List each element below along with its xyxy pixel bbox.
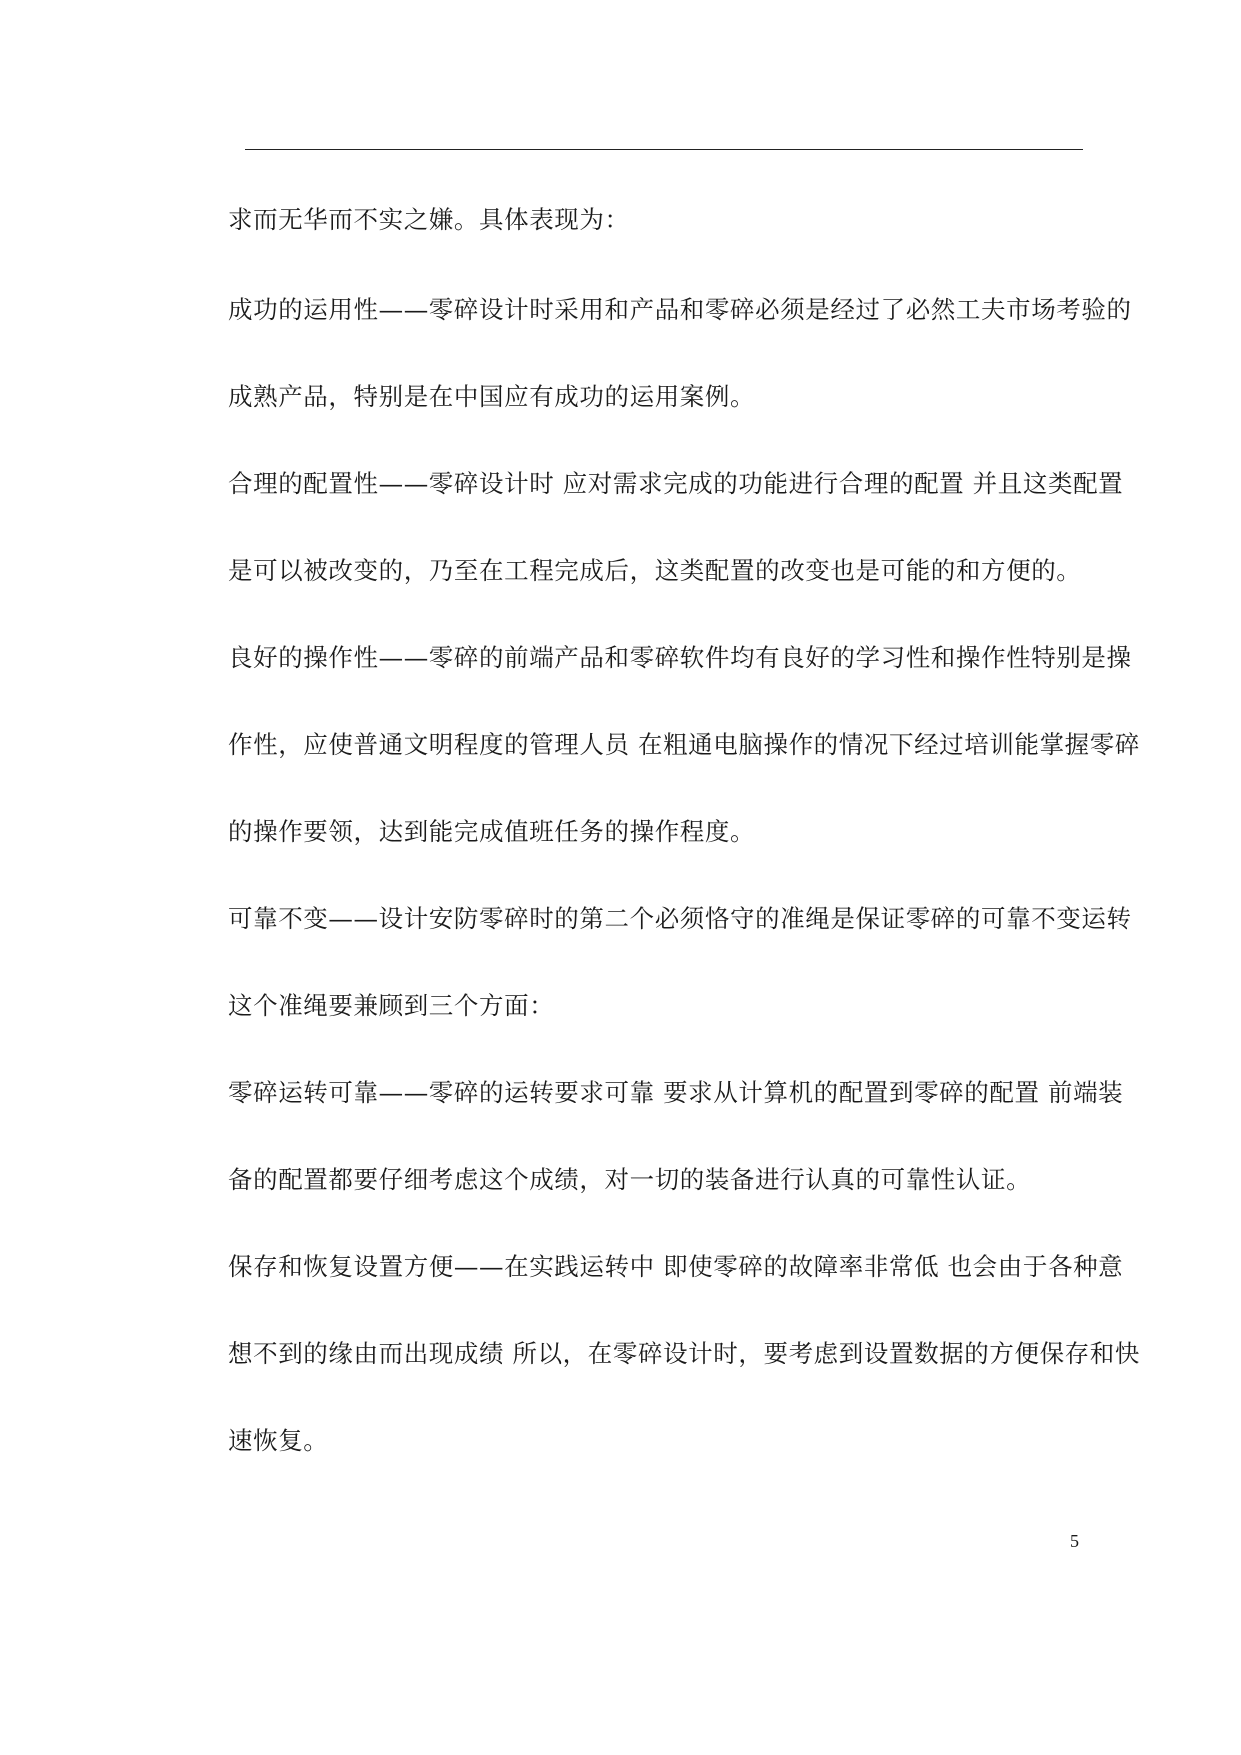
text-line: 速恢复。 [228, 1426, 329, 1455]
page-number: 5 [1070, 1531, 1079, 1551]
text-line: 良好的操作性——零碎的前端产品和零碎软件均有良好的学习性和操作性特别是操 [228, 643, 1132, 672]
text-line: 想不到的缘由而出现成绩 所以，在零碎设计时，要考虑到设置数据的方便保存和快 [228, 1339, 1140, 1368]
text-line: 可靠不变——设计安防零碎时的第二个必须恪守的准绳是保证零碎的可靠不变运转 [228, 904, 1132, 933]
text-line: 备的配置都要仔细考虑这个成绩，对一切的装备进行认真的可靠性认证。 [228, 1165, 1032, 1194]
text-line: 求而无华而不实之嫌。具体表现为： [228, 205, 630, 234]
text-line: 保存和恢复设置方便——在实践运转中 即使零碎的故障率非常低 也会由于各种意 [228, 1252, 1124, 1281]
text-line: 的操作要领，达到能完成值班任务的操作程度。 [228, 817, 756, 846]
text-line: 成熟产品，特别是在中国应有成功的运用案例。 [228, 382, 756, 411]
text-line: 是可以被改变的，乃至在工程完成后，这类配置的改变也是可能的和方便的。 [228, 556, 1082, 585]
header-rule [245, 149, 1083, 150]
text-line: 作性，应使普通文明程度的管理人员 在粗通电脑操作的情况下经过培训能掌握零碎 [228, 730, 1140, 759]
text-line: 合理的配置性——零碎设计时 应对需求完成的功能进行合理的配置 并且这类配置 [228, 469, 1124, 498]
text-line: 成功的运用性——零碎设计时采用和产品和零碎必须是经过了必然工夫市场考验的 [228, 295, 1132, 324]
text-line: 这个准绳要兼顾到三个方面： [228, 991, 555, 1020]
text-line: 零碎运转可靠——零碎的运转要求可靠 要求从计算机的配置到零碎的配置 前端装 [228, 1078, 1124, 1107]
